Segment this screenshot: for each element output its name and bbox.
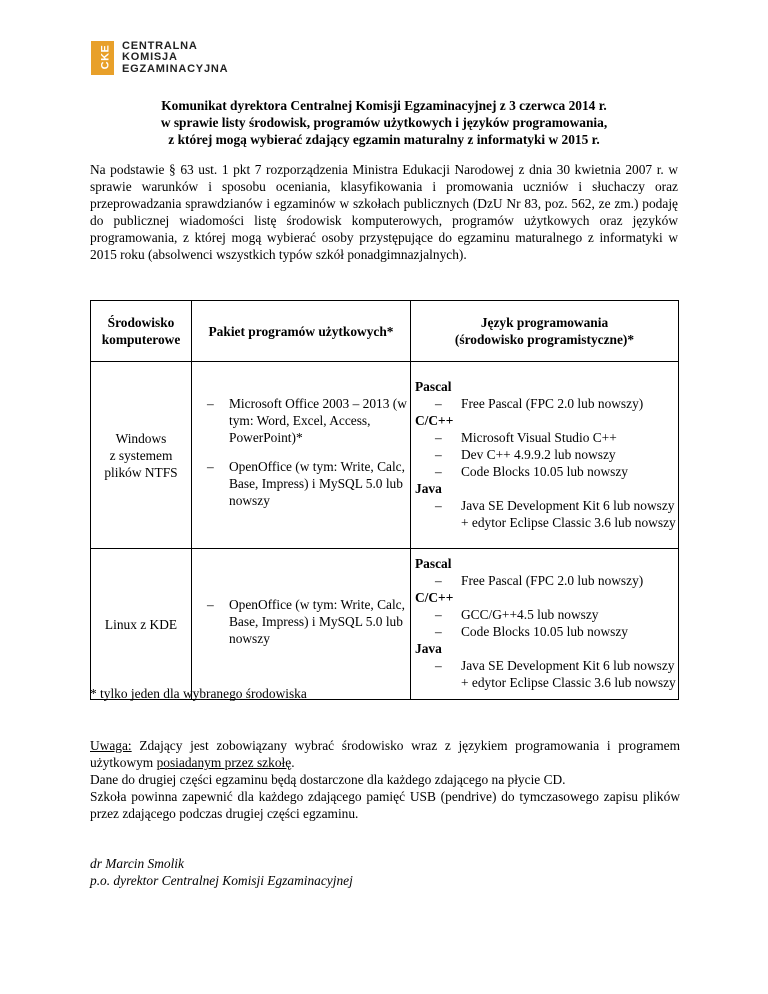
env-windows-line2: z systemem bbox=[109, 447, 173, 463]
intro-text: Na podstawie § 63 ust. 1 pkt 7 rozporządzenia Ministra Edukacji Narodowej z dnia 30 kwietnia 2007 r. w sprawie warunków i sposobu oceniania, klasyfikowania i promowania uczniów i słuchaczy oraz przeprowadzania sprawdzianów i egzaminów w szkołach publicznych (DzU Nr 83, poz. 562, ze zm.) podaję do publicznej wiadomości listę środowisk komputerowych, programów użytkowych oraz języków programowania, z której mogą wybierać osoby przystępujące do egzaminu maturalnego z informatyki w 2015 roku (absolwenci wszystkich typów szkół ponadgimnazjalnych). bbox=[90, 162, 678, 262]
lang-name-cpp: C/C++ bbox=[415, 590, 454, 605]
list-item: – Code Blocks 10.05 lub nowszy bbox=[435, 463, 678, 480]
lang-group-cpp bbox=[415, 589, 678, 640]
note-usb: Szkoła powinna zapewnić dla każdego zdającego pamięć USB (pendrive) do tymczasowego zapisu plików przez zdającego podczas drugiej części egzaminu. bbox=[90, 789, 680, 821]
cke-logo bbox=[91, 40, 228, 76]
signature-role: p.o. dyrektor Centralnej Komisji Egzaminacyjnej bbox=[90, 873, 353, 888]
list-item: – Free Pascal (FPC 2.0 lub nowszy) bbox=[435, 395, 678, 412]
logo-line1: CENTRALNA bbox=[122, 39, 198, 52]
list-item: – Microsoft Visual Studio C++ bbox=[435, 429, 678, 446]
header-environment bbox=[91, 301, 192, 362]
logo-line3: EGZAMINACYJNA bbox=[122, 62, 229, 75]
title-line3: z której mogą wybierać zdający egzamin maturalny z informatyki w 2015 r. bbox=[168, 132, 600, 147]
logo-wordmark bbox=[122, 41, 228, 76]
signature bbox=[90, 855, 353, 889]
title-line2: w sprawie listy środowisk, programów użytkowych i języków programowania, bbox=[160, 115, 608, 130]
env-windows-line1: Windows bbox=[115, 430, 167, 446]
header-env-line2: komputerowe bbox=[101, 332, 181, 347]
header-language bbox=[411, 301, 679, 362]
notes-section bbox=[90, 737, 680, 822]
env-windows bbox=[91, 362, 192, 549]
list-item: – GCC/G++4.5 lub nowszy bbox=[435, 606, 678, 623]
header-lang-line1: Język programowania bbox=[480, 315, 609, 330]
lang-name-pascal: Pascal bbox=[415, 378, 452, 394]
list-item: – Dev C++ 4.9.9.2 lub nowszy bbox=[435, 446, 678, 463]
lang-group-java bbox=[415, 640, 678, 691]
note-underlined: posiadanym przez szkołę bbox=[156, 755, 292, 770]
note-cd: Dane do drugiej części egzaminu będą dostarczone dla każdego zdającego na płycie CD. bbox=[90, 772, 566, 787]
table-row-linux bbox=[91, 549, 679, 700]
lang-name-java: Java bbox=[415, 480, 442, 496]
logo-line2: KOMISJA bbox=[122, 51, 178, 64]
lang-group-cpp bbox=[415, 412, 678, 480]
pkg-linux bbox=[192, 549, 411, 700]
lang-group-java bbox=[415, 480, 678, 531]
header-pkg-text: Pakiet programów użytkowych* bbox=[208, 323, 394, 339]
note-text-b: . bbox=[291, 755, 295, 770]
lang-linux bbox=[411, 549, 679, 700]
logo-mark-text: CKE bbox=[99, 44, 112, 70]
title-line1: Komunikat dyrektora Centralnej Komisji Egzaminacyjnej z 3 czerwca 2014 r. bbox=[161, 98, 607, 113]
note-paragraph bbox=[90, 737, 680, 771]
cke-logo-mark bbox=[91, 41, 114, 75]
lang-name-java: Java bbox=[415, 641, 442, 656]
list-item: – OpenOffice (w tym: Write, Calc, Base, Impress) i MySQL 5.0 lub nowszy bbox=[207, 596, 409, 647]
table-header-row bbox=[91, 301, 679, 362]
lang-name-cpp: C/C++ bbox=[415, 412, 454, 428]
environments-table bbox=[90, 300, 679, 700]
list-item: – Code Blocks 10.05 lub nowszy bbox=[435, 623, 678, 640]
header-env-line1: Środowisko bbox=[107, 315, 175, 330]
note-label: Uwaga: bbox=[90, 738, 132, 753]
header-lang-line2: (środowisko programistyczne)* bbox=[454, 332, 635, 347]
intro-paragraph bbox=[90, 161, 678, 263]
list-item: – Java SE Development Kit 6 lub nowszy + edytor Eclipse Classic 3.6 lub nowszy bbox=[435, 497, 678, 531]
env-windows-line3: plików NTFS bbox=[104, 464, 178, 480]
list-item: – Microsoft Office 2003 – 2013 (w tym: Word, Excel, Access, PowerPoint)* bbox=[207, 395, 409, 446]
env-linux-text: Linux z KDE bbox=[104, 616, 178, 632]
list-item: – OpenOffice (w tym: Write, Calc, Base, Impress) i MySQL 5.0 lub nowszy bbox=[207, 458, 409, 509]
signature-name: dr Marcin Smolik bbox=[90, 856, 184, 871]
document-title bbox=[90, 97, 678, 148]
pkg-windows bbox=[192, 362, 411, 549]
list-item: – Java SE Development Kit 6 lub nowszy + edytor Eclipse Classic 3.6 lub nowszy bbox=[435, 657, 678, 691]
lang-group-pascal bbox=[415, 378, 678, 412]
table-footnote: * tylko jeden dla wybranego środowiska bbox=[90, 686, 307, 701]
lang-group-pascal bbox=[415, 555, 678, 589]
list-item: – Free Pascal (FPC 2.0 lub nowszy) bbox=[435, 572, 678, 589]
table-row-windows bbox=[91, 362, 679, 549]
lang-windows bbox=[411, 362, 679, 549]
note-text-a: Zdający jest zobowiązany wybrać środowisko wraz z językiem programowania i programem użytkowym bbox=[90, 738, 680, 770]
header-package bbox=[192, 301, 411, 362]
env-linux bbox=[91, 549, 192, 700]
lang-name-pascal: Pascal bbox=[415, 556, 452, 571]
